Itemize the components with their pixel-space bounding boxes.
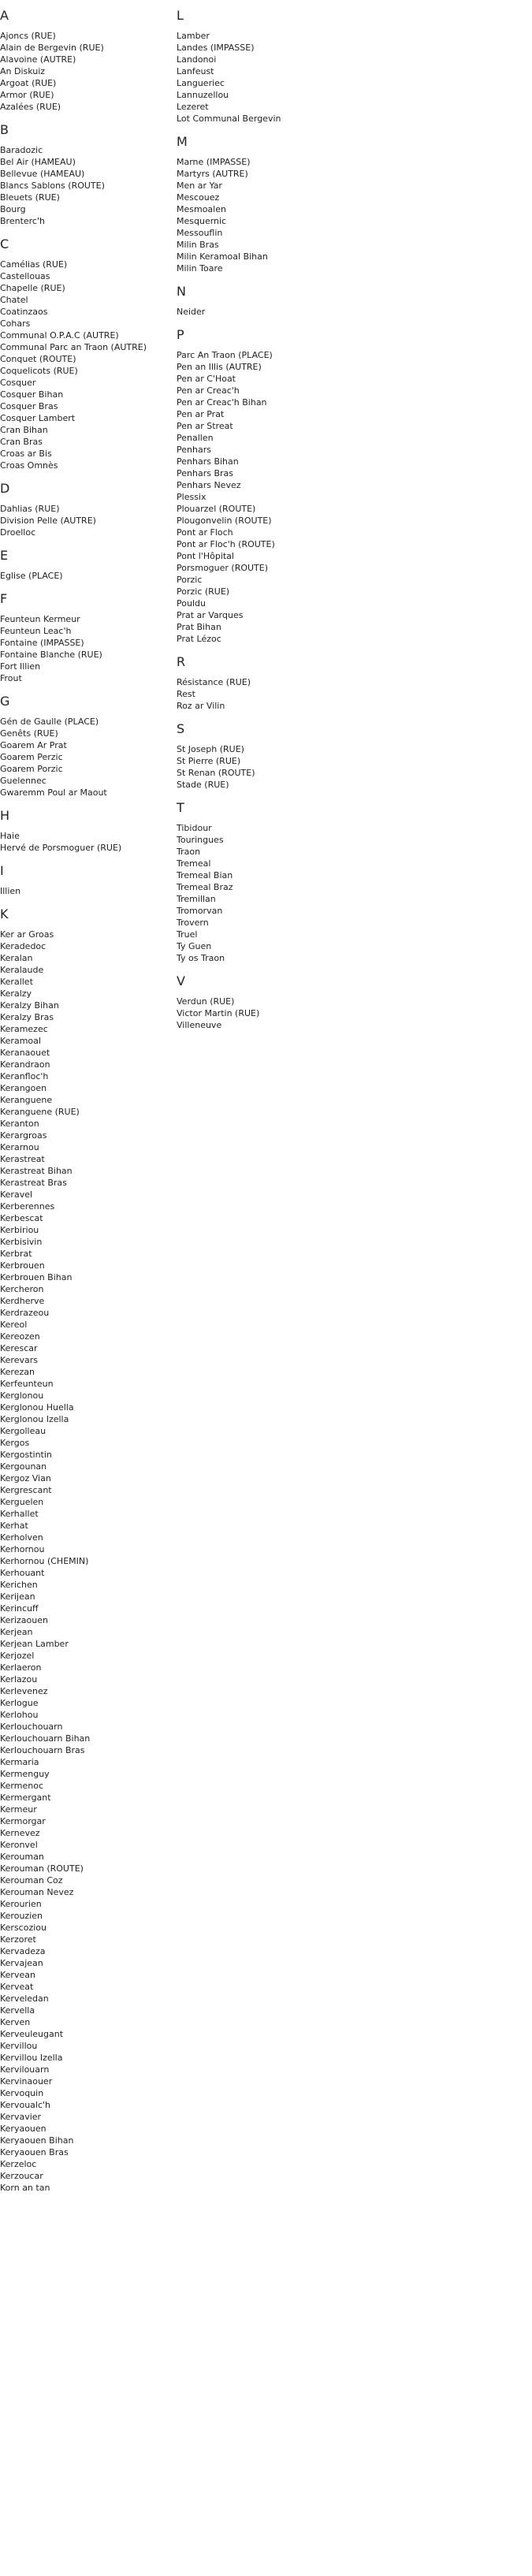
street-link[interactable]: Prat ar Varques xyxy=(177,610,244,620)
street-link[interactable]: Kergostintin xyxy=(0,1450,52,1460)
street-link[interactable]: Kereozen xyxy=(0,1331,40,1342)
street-link[interactable]: Droelloc xyxy=(0,527,36,538)
street-link[interactable]: Neider xyxy=(177,307,206,317)
street-link[interactable]: Kerlevenez xyxy=(0,1686,48,1696)
street-link[interactable]: Roz ar Vilin xyxy=(177,701,225,711)
section-letter-heading: L xyxy=(177,8,184,23)
street-list xyxy=(177,743,346,791)
section-letter-heading: E xyxy=(0,548,9,563)
street-link[interactable]: Kerlohou xyxy=(0,1710,39,1720)
street-link[interactable]: Kerouman Coz xyxy=(0,1875,63,1885)
street-link[interactable]: Ajoncs (RUE) xyxy=(0,31,56,41)
street-link[interactable]: Kerglonou Izella xyxy=(0,1414,69,1424)
street-link[interactable]: Lezeret xyxy=(177,102,209,112)
street-list xyxy=(177,306,346,318)
street-link[interactable]: Cosquer Lambert xyxy=(0,413,76,423)
section-letter-heading: M xyxy=(177,134,188,149)
street-link[interactable]: Penhars xyxy=(177,445,211,455)
section-d xyxy=(0,481,169,538)
street-link[interactable]: Kervinaouer xyxy=(0,2076,53,2086)
street-link[interactable]: Kerallet xyxy=(0,977,33,987)
street-link[interactable]: Pen ar Creac'h Bihan xyxy=(177,397,267,408)
street-link[interactable]: Milin Bras xyxy=(177,240,219,250)
street-list xyxy=(177,676,346,712)
section-letter-heading: S xyxy=(177,721,185,736)
street-link[interactable]: Ker ar Groas xyxy=(0,929,54,940)
street-link[interactable]: Kerastreat Bihan xyxy=(0,1166,73,1176)
street-list xyxy=(0,503,169,538)
street-link[interactable]: Brenterc'h xyxy=(0,216,45,226)
street-link[interactable]: Kercheron xyxy=(0,1284,44,1294)
street-link[interactable]: St Renan (ROUTE) xyxy=(177,768,255,778)
street-link[interactable]: Villeneuve xyxy=(177,1020,222,1030)
street-link[interactable]: Kerveledan xyxy=(0,1993,49,2004)
street-link[interactable]: Kermenoc xyxy=(0,1781,43,1791)
street-link[interactable]: Feunteun Leac'h xyxy=(0,626,72,636)
street-link[interactable]: Kerhallet xyxy=(0,1509,39,1519)
section-letter-heading: H xyxy=(0,808,10,823)
street-link[interactable]: Communal Parc an Traon (AUTRE) xyxy=(0,342,147,352)
street-link[interactable]: Kerjozel xyxy=(0,1651,35,1661)
street-link[interactable]: Coatinzaos xyxy=(0,307,48,317)
street-link[interactable]: Gwaremm Poul ar Maout xyxy=(0,787,107,798)
street-link[interactable]: Tromorvan xyxy=(177,906,223,916)
street-link[interactable]: Kerbisivin xyxy=(0,1237,43,1247)
street-link[interactable]: Landonoi xyxy=(177,54,217,65)
street-list xyxy=(0,259,169,471)
street-link[interactable]: Feunteun Kermeur xyxy=(0,614,80,624)
street-link[interactable]: Goarem Porzic xyxy=(0,764,63,774)
street-link[interactable]: Fontaine Blanche (RUE) xyxy=(0,650,102,660)
street-link[interactable]: Kerezan xyxy=(0,1367,35,1377)
street-link[interactable]: Kergos xyxy=(0,1438,30,1448)
street-link[interactable]: Mescouez xyxy=(177,192,220,203)
street-link[interactable]: Tremeal Bian xyxy=(177,870,233,880)
street-link[interactable]: Kerbescat xyxy=(0,1213,43,1223)
street-link[interactable]: Verdun (RUE) xyxy=(177,996,235,1007)
section-letter-heading: D xyxy=(0,481,10,496)
street-link[interactable]: Kerholven xyxy=(0,1532,43,1543)
street-link[interactable]: Résistance (RUE) xyxy=(177,677,251,687)
street-link[interactable]: Keralzy Bihan xyxy=(0,1000,59,1011)
street-link[interactable]: Kerlouchouarn Bihan xyxy=(0,1733,91,1744)
street-link[interactable]: Conquet (ROUTE) xyxy=(0,354,76,364)
street-link[interactable]: Bleuets (RUE) xyxy=(0,192,60,203)
street-link[interactable]: Keralzy xyxy=(0,988,32,999)
street-link[interactable]: Tremeal Braz xyxy=(177,882,233,892)
street-link[interactable]: Korn an tan xyxy=(0,2183,50,2193)
street-link[interactable]: Pen an Illis (AUTRE) xyxy=(177,362,262,372)
street-link[interactable]: Armor (RUE) xyxy=(0,90,54,100)
street-link[interactable]: Keravel xyxy=(0,1189,33,1200)
street-list xyxy=(0,885,169,897)
street-link[interactable]: Kerbrat xyxy=(0,1249,32,1259)
street-link[interactable]: Kerveat xyxy=(0,1982,34,1992)
street-link[interactable]: Kerandraon xyxy=(0,1059,50,1070)
street-list xyxy=(0,144,169,227)
street-link[interactable]: Gén de Gaulle (PLACE) xyxy=(0,717,99,727)
street-link[interactable]: Azalées (RUE) xyxy=(0,102,61,112)
street-link[interactable]: Cohars xyxy=(0,318,31,329)
street-list xyxy=(0,613,169,684)
street-link[interactable]: Landes (IMPASSE) xyxy=(177,43,255,53)
street-link[interactable]: Kerouman xyxy=(0,1852,44,1862)
street-link[interactable]: Coquelicots (RUE) xyxy=(0,366,78,376)
street-link[interactable]: Kereol xyxy=(0,1320,28,1330)
section-letter-heading: G xyxy=(0,694,10,709)
street-link[interactable]: Pont l'Hôpital xyxy=(177,551,234,561)
street-link[interactable]: Penhars Bras xyxy=(177,468,233,478)
section-letter-heading: N xyxy=(177,284,186,299)
street-link[interactable]: Kerglonou Huella xyxy=(0,1402,74,1413)
street-link[interactable]: Kervella xyxy=(0,2005,35,2016)
street-link[interactable]: Keralaude xyxy=(0,965,44,975)
street-link[interactable]: Genêts (RUE) xyxy=(0,728,58,739)
street-link[interactable]: Keronvel xyxy=(0,1840,38,1850)
street-link[interactable]: Kerbrouen xyxy=(0,1260,45,1271)
section-s xyxy=(177,721,346,791)
street-link[interactable]: Keramezec xyxy=(0,1024,48,1034)
street-link[interactable]: Haie xyxy=(0,831,20,841)
street-link[interactable]: Martyrs (AUTRE) xyxy=(177,169,248,179)
street-link[interactable]: Kerichen xyxy=(0,1580,38,1590)
street-link[interactable]: Kermenguy xyxy=(0,1769,50,1779)
street-link[interactable]: Croas Omnès xyxy=(0,460,58,471)
street-link[interactable]: Goarem Perzic xyxy=(0,752,63,762)
street-list xyxy=(0,929,169,2194)
street-link[interactable]: Kervavier xyxy=(0,2112,42,2122)
street-link[interactable]: Kerdrazeou xyxy=(0,1308,50,1318)
section-l xyxy=(177,8,346,125)
street-link[interactable]: Bellevue (HAMEAU) xyxy=(0,169,85,179)
street-link[interactable]: Tremillan xyxy=(177,894,216,904)
street-link[interactable]: Kerhat xyxy=(0,1521,28,1531)
street-list xyxy=(0,570,169,582)
section-h xyxy=(0,808,169,854)
street-link[interactable]: Kerarnou xyxy=(0,1142,39,1152)
street-link[interactable]: Illien xyxy=(0,886,21,896)
street-link[interactable]: Kervean xyxy=(0,1970,35,1980)
street-list xyxy=(177,30,346,125)
street-link[interactable]: Penhars Bihan xyxy=(177,456,239,467)
street-link[interactable]: Kerbrouen Bihan xyxy=(0,1272,73,1282)
street-link[interactable]: St Joseph (RUE) xyxy=(177,744,244,754)
section-letter-heading: V xyxy=(177,973,185,988)
street-link[interactable]: Kerhornou xyxy=(0,1544,45,1554)
street-link[interactable]: Keramoal xyxy=(0,1036,41,1046)
street-link[interactable]: Messouflin xyxy=(177,228,223,238)
street-link[interactable]: Kerhouant xyxy=(0,1568,45,1578)
section-letter-heading: I xyxy=(0,863,4,878)
street-link[interactable]: Keranton xyxy=(0,1119,39,1129)
street-link[interactable]: Cran Bihan xyxy=(0,425,48,435)
street-link[interactable]: Penallen xyxy=(177,433,214,443)
street-link[interactable]: Lot Communal Bergevin xyxy=(177,114,281,124)
street-link[interactable]: Kerouman (ROUTE) xyxy=(0,1863,84,1874)
section-k xyxy=(0,906,169,2194)
street-link[interactable]: Baradozic xyxy=(0,145,43,155)
street-link[interactable]: Mesquernic xyxy=(177,216,227,226)
street-link[interactable]: Kermergant xyxy=(0,1792,51,1803)
street-link[interactable]: Castellouas xyxy=(0,271,50,281)
street-link[interactable]: Keryaouen Bras xyxy=(0,2147,69,2157)
street-link[interactable]: Porzic xyxy=(177,575,203,585)
street-link[interactable]: Keranguene xyxy=(0,1095,53,1105)
street-link[interactable]: Mesmoalen xyxy=(177,204,226,214)
street-link[interactable]: Keryaouen xyxy=(0,2124,47,2134)
street-link[interactable]: Kergounan xyxy=(0,1461,47,1472)
street-link[interactable]: Kergoz Vian xyxy=(0,1473,51,1483)
street-list xyxy=(177,996,346,1031)
street-link[interactable]: Kermorgar xyxy=(0,1816,46,1826)
street-link[interactable]: Kervoquin xyxy=(0,2088,44,2098)
street-link[interactable]: Kerlouchouarn Bras xyxy=(0,1745,85,1755)
street-link[interactable]: Dahlias (RUE) xyxy=(0,504,60,514)
street-link[interactable]: Bel Air (HAMEAU) xyxy=(0,157,76,167)
street-link[interactable]: Milin Toare xyxy=(177,263,223,274)
street-link[interactable]: Chatel xyxy=(0,295,28,305)
street-link[interactable]: Penhars Nevez xyxy=(177,480,241,490)
street-link[interactable]: Kermaria xyxy=(0,1757,39,1767)
street-link[interactable]: Men ar Yar xyxy=(177,181,222,191)
street-link[interactable]: Plougonvelin (ROUTE) xyxy=(177,516,272,526)
street-link[interactable]: Kergolleau xyxy=(0,1426,47,1436)
street-link[interactable]: Prat Bihan xyxy=(177,622,221,632)
street-link[interactable]: Milin Keramoal Bihan xyxy=(177,251,268,262)
street-list xyxy=(177,156,346,274)
street-link[interactable]: Keranaouet xyxy=(0,1048,50,1058)
section-n xyxy=(177,284,346,318)
street-link[interactable]: Keranguene (RUE) xyxy=(0,1107,80,1117)
street-link[interactable]: Kerastreat Bras xyxy=(0,1178,67,1188)
street-link[interactable]: Kerevars xyxy=(0,1355,38,1365)
street-link[interactable]: St Pierre (RUE) xyxy=(177,756,241,766)
street-link[interactable]: Keradedoc xyxy=(0,941,47,951)
street-link[interactable]: Kerjean xyxy=(0,1627,33,1637)
street-link[interactable]: Porsmoguer (ROUTE) xyxy=(177,563,269,573)
street-link[interactable]: Kerbiriou xyxy=(0,1225,39,1235)
right-column xyxy=(177,0,346,1031)
street-link[interactable]: Frout xyxy=(0,673,22,683)
street-link[interactable]: Kerangoen xyxy=(0,1083,47,1093)
street-link[interactable]: Bourg xyxy=(0,204,26,214)
street-link[interactable]: Kervillou xyxy=(0,2041,38,2051)
street-list xyxy=(177,349,346,645)
section-a xyxy=(0,8,169,113)
street-link[interactable]: Lamber xyxy=(177,31,210,41)
street-link[interactable]: Kerzeloc xyxy=(0,2159,37,2169)
street-link[interactable]: Kerlazou xyxy=(0,1674,38,1684)
street-link[interactable]: Keryaouen Bihan xyxy=(0,2135,74,2146)
section-b xyxy=(0,122,169,227)
street-link[interactable]: Pen ar Creac'h xyxy=(177,385,240,396)
street-link[interactable]: Kernevez xyxy=(0,1828,40,1838)
street-link[interactable]: Kervoualc'h xyxy=(0,2100,51,2110)
section-e xyxy=(0,548,169,582)
street-link[interactable]: Kergrescant xyxy=(0,1485,52,1495)
street-link[interactable]: An Diskuiz xyxy=(0,66,46,76)
street-link[interactable]: Kerguelen xyxy=(0,1497,44,1507)
street-link[interactable]: Kerveuleugant xyxy=(0,2029,64,2039)
section-v xyxy=(177,973,346,1031)
street-link[interactable]: Alain de Bergevin (RUE) xyxy=(0,43,104,53)
section-letter-heading: K xyxy=(0,906,9,921)
street-link[interactable]: Kerberennes xyxy=(0,1201,55,1212)
street-link[interactable]: Kerastreat xyxy=(0,1154,45,1164)
street-link[interactable]: Cosquer xyxy=(0,378,36,388)
street-link[interactable]: Kerscoziou xyxy=(0,1923,47,1933)
street-link[interactable]: Chapelle (RUE) xyxy=(0,283,65,293)
left-column xyxy=(0,0,169,2194)
section-letter-heading: R xyxy=(177,654,186,669)
street-link[interactable]: Kervilouarn xyxy=(0,2064,50,2075)
street-link[interactable]: Communal O.P.A.C (AUTRE) xyxy=(0,330,119,341)
street-link[interactable]: Marne (IMPASSE) xyxy=(177,157,251,167)
street-link[interactable]: Keranfloc'h xyxy=(0,1071,49,1081)
street-link[interactable]: Pen ar Prat xyxy=(177,409,225,419)
street-link[interactable]: Croas ar Bis xyxy=(0,449,52,459)
street-link[interactable]: Pouldu xyxy=(177,598,206,609)
section-f xyxy=(0,591,169,684)
street-list xyxy=(0,830,169,854)
street-list xyxy=(177,822,346,964)
section-letter-heading: A xyxy=(0,8,9,23)
street-link[interactable]: Langueriec xyxy=(177,78,225,88)
street-link[interactable]: Kervadeza xyxy=(0,1946,46,1956)
street-link[interactable]: Kerincuff xyxy=(0,1603,39,1614)
street-link[interactable]: Pont ar Floc'h (ROUTE) xyxy=(177,539,275,549)
street-link[interactable]: Kerglonou xyxy=(0,1390,44,1401)
street-link[interactable]: Kerjean Lamber xyxy=(0,1639,69,1649)
street-link[interactable]: Kermeur xyxy=(0,1804,37,1815)
street-link[interactable]: Cran Bras xyxy=(0,437,43,447)
street-link[interactable]: Pont ar Floch xyxy=(177,527,233,538)
street-link[interactable]: Cosquer Bras xyxy=(0,401,58,411)
street-link[interactable]: Kerfeunteun xyxy=(0,1379,54,1389)
street-link[interactable]: Pen ar C'Hoat xyxy=(177,374,236,384)
street-link[interactable]: Porzic (RUE) xyxy=(177,586,230,597)
street-link[interactable]: Kerouman Nevez xyxy=(0,1887,74,1897)
street-link[interactable]: Kerouzien xyxy=(0,1911,43,1921)
street-link[interactable]: Kerlogue xyxy=(0,1698,39,1708)
street-link[interactable]: Tremeal xyxy=(177,858,211,869)
street-link[interactable]: Lanfeust xyxy=(177,66,214,76)
street-link[interactable]: Hervé de Porsmoguer (RUE) xyxy=(0,843,122,853)
street-link[interactable]: Kerlaeron xyxy=(0,1662,42,1673)
section-r xyxy=(177,654,346,712)
street-link[interactable]: Plouarzel (ROUTE) xyxy=(177,504,256,514)
section-letter-heading: F xyxy=(0,591,8,606)
street-link[interactable]: Kerzoucar xyxy=(0,2171,43,2181)
street-link[interactable]: Ty os Traon xyxy=(177,953,225,963)
street-link[interactable]: Truel xyxy=(177,929,198,940)
street-link[interactable]: Stade (RUE) xyxy=(177,780,229,790)
street-link[interactable]: Parc An Traon (PLACE) xyxy=(177,350,273,360)
street-link[interactable]: Pen ar Streat xyxy=(177,421,233,431)
street-link[interactable]: Prat Lézoc xyxy=(177,634,221,644)
section-letter-heading: P xyxy=(177,327,184,342)
street-link[interactable]: Division Pelle (AUTRE) xyxy=(0,516,96,526)
section-letter-heading: C xyxy=(0,236,9,251)
street-link[interactable]: Fontaine (IMPASSE) xyxy=(0,638,84,648)
street-link[interactable]: Goarem Ar Prat xyxy=(0,740,67,750)
street-link[interactable]: Blancs Sablons (ROUTE) xyxy=(0,181,105,191)
section-letter-heading: B xyxy=(0,122,9,137)
street-link[interactable]: Camélias (RUE) xyxy=(0,259,68,270)
street-link[interactable]: Ty Guen xyxy=(177,941,212,951)
street-link[interactable]: Kerescar xyxy=(0,1343,38,1353)
street-link[interactable]: Traon xyxy=(177,847,201,857)
section-t xyxy=(177,800,346,964)
street-link[interactable]: Keralzy Bras xyxy=(0,1012,54,1022)
section-g xyxy=(0,694,169,798)
section-p xyxy=(177,327,346,645)
street-link[interactable]: Guelennec xyxy=(0,776,47,786)
street-link[interactable]: Kervillou Izella xyxy=(0,2053,63,2063)
street-list xyxy=(0,30,169,113)
street-link[interactable]: Kerven xyxy=(0,2017,31,2027)
section-i xyxy=(0,863,169,897)
street-link[interactable]: Argoat (RUE) xyxy=(0,78,57,88)
street-link[interactable]: Kerargroas xyxy=(0,1130,47,1141)
street-link[interactable]: Kerizaouen xyxy=(0,1615,48,1625)
street-link[interactable]: Tibidour xyxy=(177,823,212,833)
street-link[interactable]: Fort Illien xyxy=(0,661,41,672)
street-link[interactable]: Kerourien xyxy=(0,1899,42,1909)
street-link[interactable]: Kerhornou (CHEMIN) xyxy=(0,1556,89,1566)
street-link[interactable]: Rest xyxy=(177,689,195,699)
street-link[interactable]: Kerzoret xyxy=(0,1934,36,1945)
street-link[interactable]: Cosquer Bihan xyxy=(0,389,64,400)
street-link[interactable]: Keralan xyxy=(0,953,33,963)
section-c xyxy=(0,236,169,471)
street-link[interactable]: Kerlouchouarn xyxy=(0,1722,63,1732)
street-link[interactable]: Victor Martin (RUE) xyxy=(177,1008,260,1018)
street-link[interactable]: Lannuzellou xyxy=(177,90,229,100)
street-link[interactable]: Eglise (PLACE) xyxy=(0,571,63,581)
section-m xyxy=(177,134,346,274)
street-link[interactable]: Kerdherve xyxy=(0,1296,45,1306)
street-link[interactable]: Plessix xyxy=(177,492,206,502)
street-link[interactable]: Touringues xyxy=(177,835,224,845)
street-link[interactable]: Alavoine (AUTRE) xyxy=(0,54,76,65)
street-link[interactable]: Kerijean xyxy=(0,1591,35,1602)
street-link[interactable]: Kervajean xyxy=(0,1958,43,1968)
street-list xyxy=(0,716,169,798)
section-letter-heading: T xyxy=(177,800,184,815)
street-link[interactable]: Trovern xyxy=(177,918,209,928)
